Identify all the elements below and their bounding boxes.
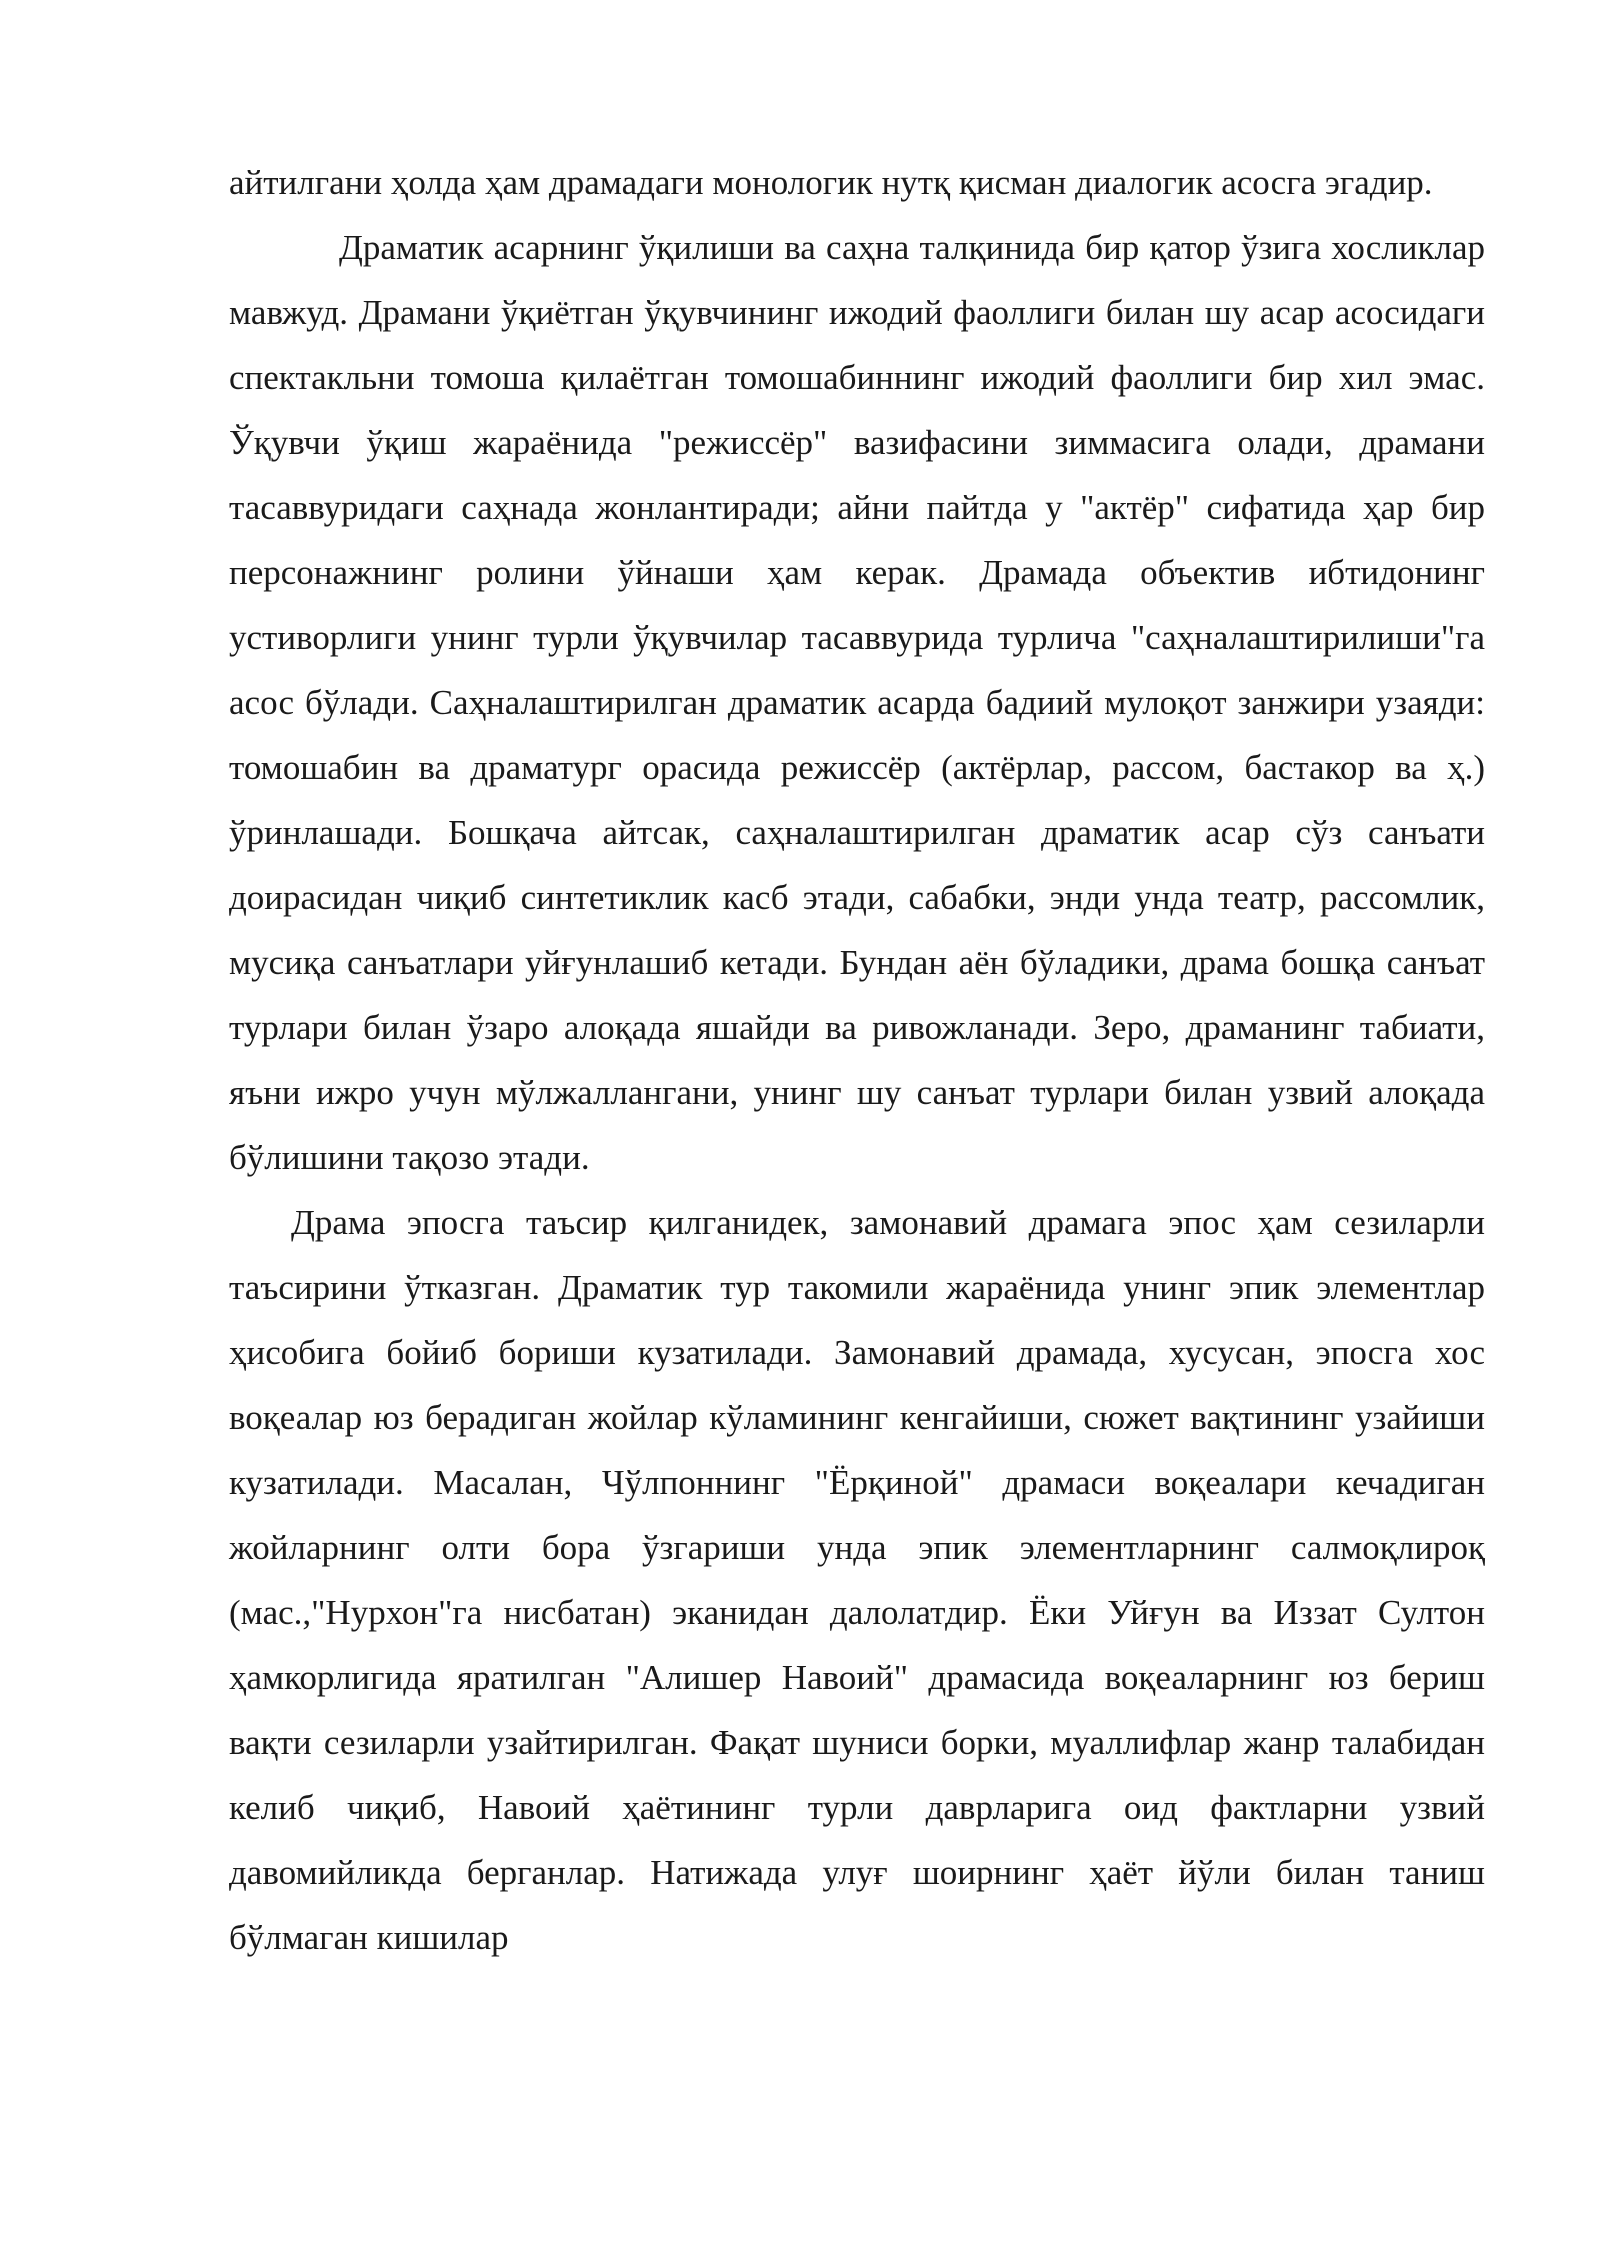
document-body	[229, 150, 1485, 1970]
paragraph-dramatic-reading: Драматик асарнинг ўқилиши ва саҳна талқинида бир қатор ўзига хосликлар мавжуд. Драмани ўқиётган ўқувчининг ижодий фаоллиги билан шу асар асосидаги спектакльни томоша қилаётган томошабиннинг ижодий фаоллиги бир хил эмас. Ўқувчи ўқиш жараёнида "режиссёр" вазифасини зиммасига олади, драмани тасаввуридаги саҳнада жонлантиради; айни пайтда у "актёр" сифатида ҳар бир персонажнинг ролини ўйнаши ҳам керак. Драмада объектив ибтидонинг устиворлиги унинг турли ўқувчилар тасаввурида турлича "саҳналаштирилиши"га асос бўлади. Саҳналаштирилган драматик асарда бадиий мулоқот занжири узаяди: томошабин ва драматург орасида режиссёр (актёрлар, рассом, бастакор ва ҳ.) ўринлашади. Бошқача айтсак, саҳналаштирилган драматик асар сўз санъати доирасидан чиқиб синтетиклик касб этади, сабабки, энди унда театр, рассомлик, мусиқа санъатлари уйғунлашиб кетади. Бундан аён бўладики, драма бошқа санъат турлари билан ўзаро алоқада яшайди ва ривожланади. Зеро, драманинг табиати, яъни ижро учун мўлжаллангани, унинг шу санъат турлари билан узвий алоқада бўлишини тақозо этади.	[229, 228, 1485, 1177]
paragraph-continuation: айтилгани ҳолда ҳам драмадаги монологик нутқ қисман диалогик асосга эгадир.	[229, 163, 1433, 202]
paragraph-epic-influence: Драма эпосга таъсир қилганидек, замонавий драмага эпос ҳам сезиларли таъсирини ўтказган. Драматик тур такомили жараёнида унинг эпик элементлар ҳисобига бойиб бориши кузатилади. Замонавий драмада, хусусан, эпосга хос воқеалар юз берадиган жойлар кўламининг кенгайиши, сюжет вақтининг узайиши кузатилади. Масалан, Чўлпоннинг "Ёрқиной" драмаси воқеалари кечадиган жойларнинг олти бора ўзгариши унда эпик элементларнинг салмоқлироқ (мас.,"Нурхон"га нисбатан) эканидан далолатдир. Ёки Уйғун ва Иззат Султон ҳамкорлигида яратилган "Алишер Навоий" драмасида воқеаларнинг юз бериш вақти сезиларли узайтирилган. Фақат шуниси борки, муаллифлар жанр талабидан келиб чиқиб, Навоий ҳаётининг турли даврларига оид фактларни узвий давомийликда берганлар. Натижада улуғ шоирнинг ҳаёт йўли билан таниш бўлмаган кишилар	[229, 1203, 1485, 1957]
